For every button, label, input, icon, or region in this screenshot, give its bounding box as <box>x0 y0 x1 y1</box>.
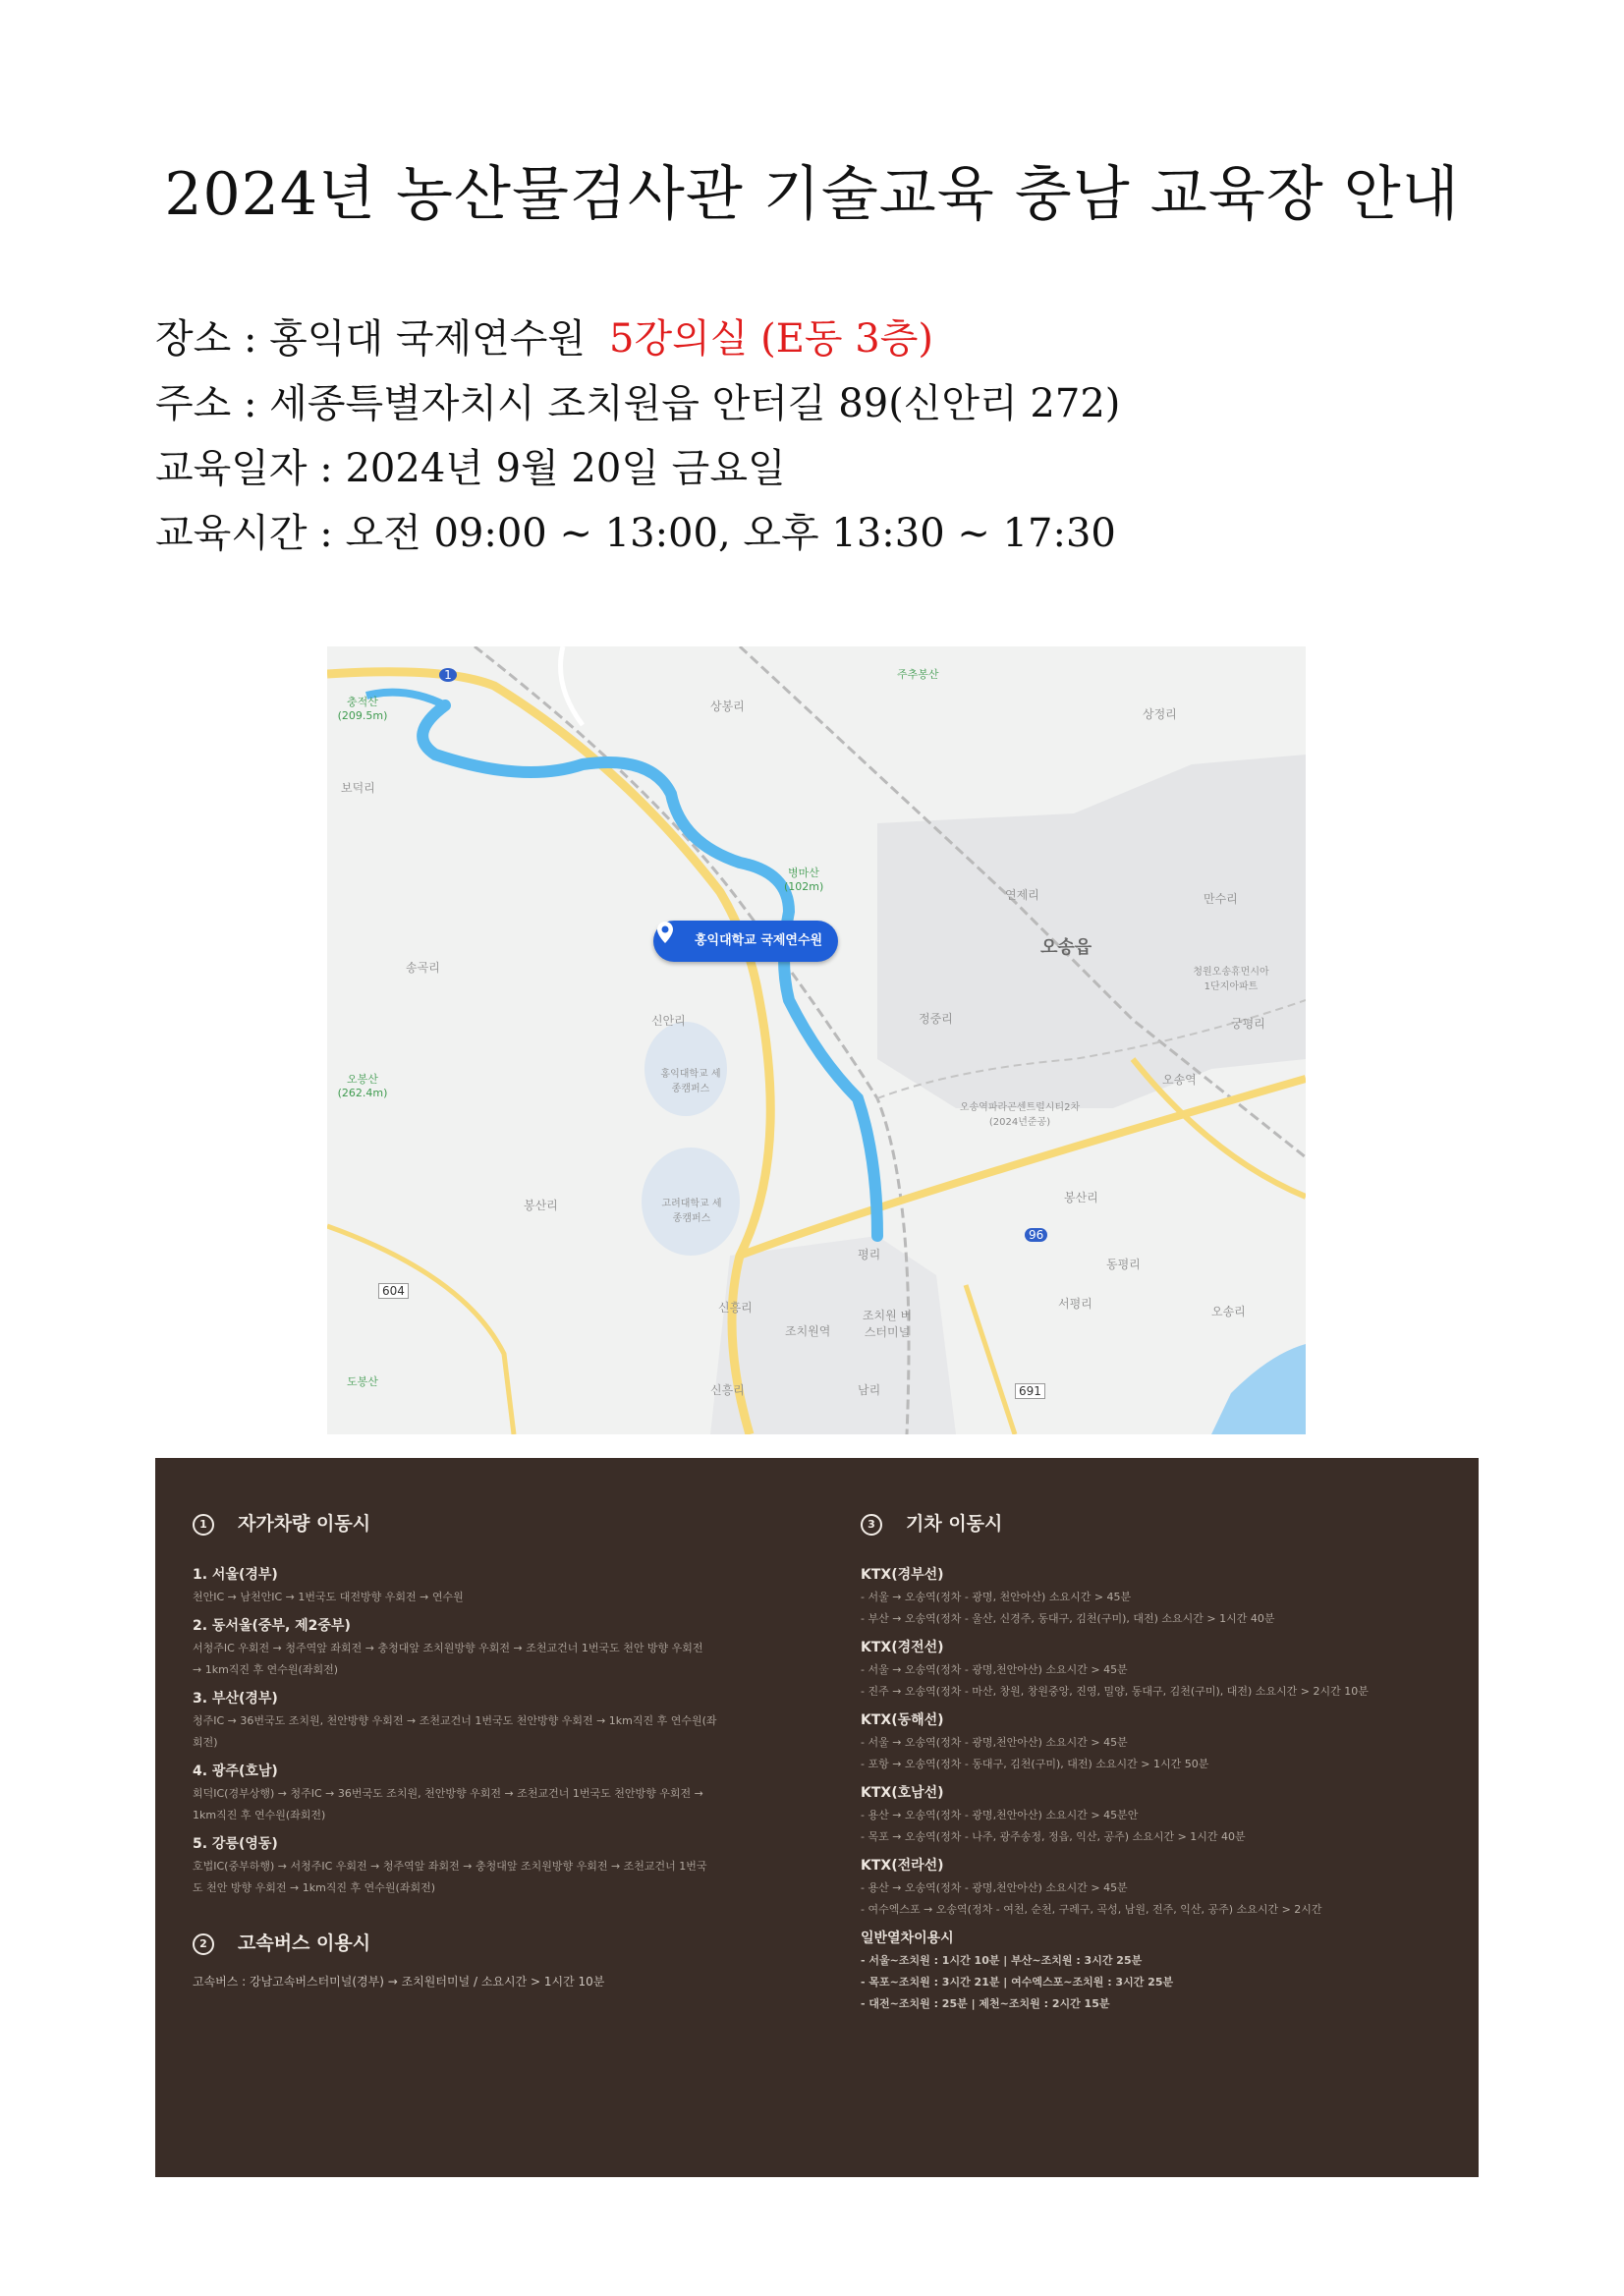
map-label-mansu: 만수리 <box>1204 892 1238 906</box>
map-label-sinheung2: 신흥리 <box>710 1383 745 1397</box>
place-row <box>155 307 1120 371</box>
train-route-line: - 목포 → 오송역(정차 - 나주, 광주송정, 정읍, 익산, 공주) 소요시간 > 1시간 40분 <box>861 1830 1246 1843</box>
car-route-line: 1km직진 후 연수원(좌회전) <box>193 1809 326 1821</box>
train-route-line: - 부산 → 오송역(정차 - 울산, 신경주, 동대구, 김천(구미), 대전) 소요시간 > 1시간 40분 <box>861 1612 1275 1625</box>
map-label-apartment1: 청원오송휴먼시아 1단지아파트 <box>1193 967 1269 992</box>
map-label-jeongjung: 정중리 <box>919 1012 953 1026</box>
bus-heading <box>193 1929 792 1955</box>
info-block <box>155 307 1120 566</box>
road-marker-604: 604 <box>378 1283 409 1299</box>
car-route-line: → 1km직진 후 연수원(좌회전) <box>193 1663 339 1676</box>
train-route-line: - 포항 → 오송역(정차 - 동대구, 김천(구미), 대전) 소요시간 > 1시간 50분 <box>861 1758 1209 1770</box>
train-route-line: - 서울 → 오송역(정차 - 광명,천안아산) 소요시간 > 45분 <box>861 1736 1128 1749</box>
map-pin-icon <box>653 921 677 944</box>
map-label-sangbong: 상봉리 <box>710 700 745 713</box>
map-label-apartment2: 오송역파라곤센트럴시티2차 (2024년준공) <box>959 1102 1081 1128</box>
location-pin-label: 홍익대학교 국제연수원 <box>695 933 823 948</box>
location-pin[interactable] <box>653 921 838 962</box>
time-row: 교육시간 : 오전 09:00 ~ 13:00, 오후 13:30 ~ 17:30 <box>155 511 1116 556</box>
page-title: 2024년 농산물검사관 기술교육 충남 교육장 안내 <box>164 160 1460 229</box>
directions-left-column <box>193 1509 792 1989</box>
car-route-name: 2. 동서울(중부, 제2중부) <box>193 1618 351 1634</box>
train-route-name: 일반열차이용시 <box>861 1931 954 1946</box>
train-route-line: - 진주 → 오송역(정차 - 마산, 창원, 창원중앙, 진영, 밀양, 동대구, 김천(구미), 대전) 소요시간 > 2시간 10분 <box>861 1685 1369 1698</box>
car-route-line: 청주IC → 36번국도 조치원, 천안방향 우회전 → 조천교건너 1번국도 천안방향 우회전 → 1km직진 후 연수원(좌 <box>193 1714 717 1727</box>
bus-heading-text: 고속버스 이용시 <box>238 1932 371 1954</box>
map-label-jochiwon-terminal: 조치원 버스터미널 <box>862 1309 913 1339</box>
map-label-yeonje: 연제리 <box>1005 888 1039 902</box>
bus-route-line: 고속버스 : 강남고속버스터미널(경부) → 조치원터미널 / 소요시간 > 1시간 10분 <box>193 1975 605 1988</box>
car-heading <box>193 1509 792 1536</box>
map-label-gungpyeong: 궁평리 <box>1231 1017 1265 1031</box>
directions-right-column <box>861 1509 1450 2015</box>
map-label-seopyeong: 서평리 <box>1058 1297 1092 1311</box>
train-route-line: - 서울 → 오송역(정차 - 광명, 천안아산) 소요시간 > 45분 <box>861 1591 1132 1603</box>
map-label-sinan: 신안리 <box>651 1014 686 1028</box>
map-label-osong-station: 오송역 <box>1162 1073 1197 1087</box>
car-route-name: 4. 광주(호남) <box>193 1764 278 1779</box>
bus-number-icon: 2 <box>193 1933 214 1955</box>
map-label-namri: 남리 <box>858 1383 881 1397</box>
map-label-pyeongri: 평리 <box>858 1248 881 1261</box>
mountain-icon-4: 도봉산 <box>347 1375 378 1388</box>
car-route-line: 호법IC(중부하행) → 서청주IC 우회전 → 청주역앞 좌회전 → 충청대앞 조치원방향 우회전 → 조천교건너 1번국 <box>193 1860 707 1873</box>
train-number-icon: 3 <box>861 1514 882 1536</box>
location-map[interactable] <box>327 646 1306 1434</box>
car-route-name: 1. 서울(경부) <box>193 1567 278 1583</box>
train-route-name: KTX(호남선) <box>861 1785 944 1801</box>
map-label-osong: 오송읍 <box>1040 937 1092 958</box>
mountain-icon-5: 주추봉산 <box>897 668 939 681</box>
train-heading <box>861 1509 1450 1536</box>
map-label-bongsan: 봉산리 <box>524 1199 558 1212</box>
place-label: 장소 : 홍익대 국제연수원 <box>155 316 587 362</box>
car-route-line: 서청주IC 우회전 → 청주역앞 좌회전 → 충청대앞 조치원방향 우회전 → 조천교건너 1번국도 천안 방향 우회전 <box>193 1642 703 1654</box>
map-label-bongsanri2: 봉산리 <box>1064 1191 1098 1204</box>
car-route-line: 도 천안 방향 우회전 → 1km직진 후 연수원(좌회전) <box>193 1881 436 1894</box>
road-marker-1: 1 <box>439 668 457 682</box>
train-route-line: - 목포~조치원 : 3시간 21분 | 여수엑스포~조치원 : 3시간 25분 <box>861 1976 1174 1988</box>
mountain-icon-2: 오봉산 (262.4m) <box>337 1073 388 1099</box>
train-route-line: - 여수엑스포 → 오송역(정차 - 여천, 순천, 구례구, 곡성, 남원, 전주, 익산, 공주) 소요시간 > 2시간 <box>861 1903 1322 1916</box>
train-route-name: KTX(경부선) <box>861 1567 944 1583</box>
car-route-name: 5. 강릉(영동) <box>193 1836 278 1852</box>
car-route-name: 3. 부산(경부) <box>193 1691 278 1707</box>
train-route-name: KTX(동해선) <box>861 1712 944 1728</box>
car-route-line: 회전) <box>193 1736 218 1749</box>
mountain-icon-3: 병마산 (102m) <box>784 867 824 893</box>
directions-panel <box>155 1458 1479 2177</box>
map-label-songgok: 송곡리 <box>406 961 440 975</box>
car-route-line: 회덕IC(경부상행) → 청주IC → 36번국도 조치원, 천안방향 우회전 → 조천교건너 1번국도 천안방향 우회전 → <box>193 1787 703 1800</box>
map-label-bondeok: 보덕리 <box>341 781 375 795</box>
place-room: 5강의실 (E동 3층) <box>609 316 933 362</box>
train-route-line: - 대전~조치원 : 25분 | 제천~조치원 : 2시간 15분 <box>861 1997 1110 2010</box>
map-label-sinheung: 신흥리 <box>718 1301 753 1315</box>
train-route-line: - 서울 → 오송역(정차 - 광명,천안아산) 소요시간 > 45분 <box>861 1663 1128 1676</box>
train-route-name: KTX(경전선) <box>861 1640 944 1655</box>
date-row: 교육일자 : 2024년 9월 20일 금요일 <box>155 446 786 491</box>
train-heading-text: 기차 이동시 <box>906 1513 1003 1535</box>
train-route-line: - 서울~조치원 : 1시간 10분 | 부산~조치원 : 3시간 25분 <box>861 1954 1143 1967</box>
address-row: 주소 : 세종특별자치시 조치원읍 안터길 89(신안리 272) <box>155 381 1121 426</box>
car-number-icon: 1 <box>193 1514 214 1536</box>
map-label-osan: 오송리 <box>1211 1305 1246 1318</box>
road-marker-691: 691 <box>1015 1383 1045 1399</box>
map-label-sangjeong: 상정리 <box>1143 707 1177 721</box>
car-heading-text: 자가차량 이동시 <box>238 1513 371 1535</box>
train-route-line: - 용산 → 오송역(정차 - 광명,천안아산) 소요시간 > 45분안 <box>861 1809 1139 1821</box>
mountain-icon-1: 충적산 (209.5m) <box>337 696 388 722</box>
car-route-line: 천안IC → 남천안IC → 1번국도 대전방향 우회전 → 연수원 <box>193 1591 464 1603</box>
map-base <box>327 646 1306 1434</box>
map-label-hongik-campus: 홍익대학교 세종캠퍼스 <box>660 1069 721 1094</box>
map-label-dongpyeong: 동평리 <box>1106 1258 1141 1271</box>
map-label-korea-campus: 고려대학교 세종캠퍼스 <box>661 1199 722 1224</box>
road-marker-96: 96 <box>1025 1228 1047 1242</box>
map-label-jochiwon-station: 조치원역 <box>785 1324 831 1338</box>
train-route-name: KTX(전라선) <box>861 1858 944 1874</box>
train-route-line: - 용산 → 오송역(정차 - 광명,천안아산) 소요시간 > 45분 <box>861 1881 1128 1894</box>
